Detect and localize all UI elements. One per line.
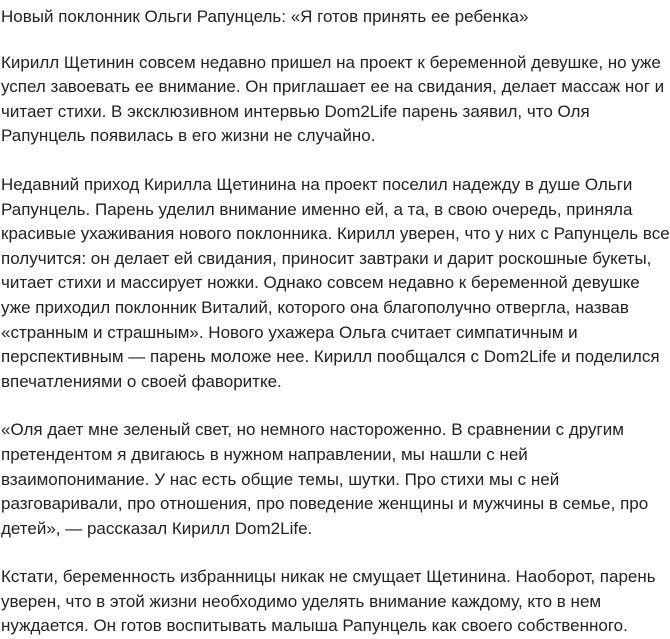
article-paragraph-background: Недавний приход Кирилла Щетинина на проект поселил надежду в душе Ольги Рапунцель. Парень уделил внимание именно ей, а та, в свою очередь, приняла красивые ухаживания нового поклонника. Кирилл уверен, что у них с Рапунцель все получится: он делает ей свидания, приносит завтраки и дарит роскошные букеты, читает стихи и массирует ножки. Однако совсем недавно к беременной девушке уже приходил поклонник Виталий, которого она благополучно отвергла, назвав «странным и страшным». Нового ухажера Ольга считает симпатичным и перспективным — парень моложе нее. Кирилл пообщался с Dom2Life и поделился впечатлениями о своей фаворитке. [1, 174, 670, 391]
article-paragraph-intro: Кирилл Щетинин совсем недавно пришел на проект к беременной девушке, но уже успел завоевать ее внимание. Он приглашает ее на свидания, делает массаж ног и читает стихи. В эксклюзивном интервью Dom2Life парень заявил, что Оля Рапунцель появилась в его жизни не случайно. [1, 52, 665, 146]
article-paragraph-conclusion: Кстати, беременность избранницы никак не смущает Щетинина. Наоборот, парень уверен, что в этой жизни необходимо уделять внимание каждому, кто в нем нуждается. Он готов воспитывать малыша Рапунцель как своего собственного. [1, 567, 656, 636]
article-paragraph-quote: «Оля дает мне зеленый свет, но немного настороженно. В сравнении с другим претендентом я двигаюсь в нужном направлении, мы нашли с ней взаимопонимание. У нас есть общие темы, шутки. Про стихи мы с ней разговаривали, про отношения, про поведение женщины и мужчины в семье, про детей», — рассказал Кирилл Dom2Life. [1, 420, 649, 538]
article-title: Новый поклонник Ольги Рапунцель: «Я готов принять ее ребенка» [1, 7, 529, 26]
